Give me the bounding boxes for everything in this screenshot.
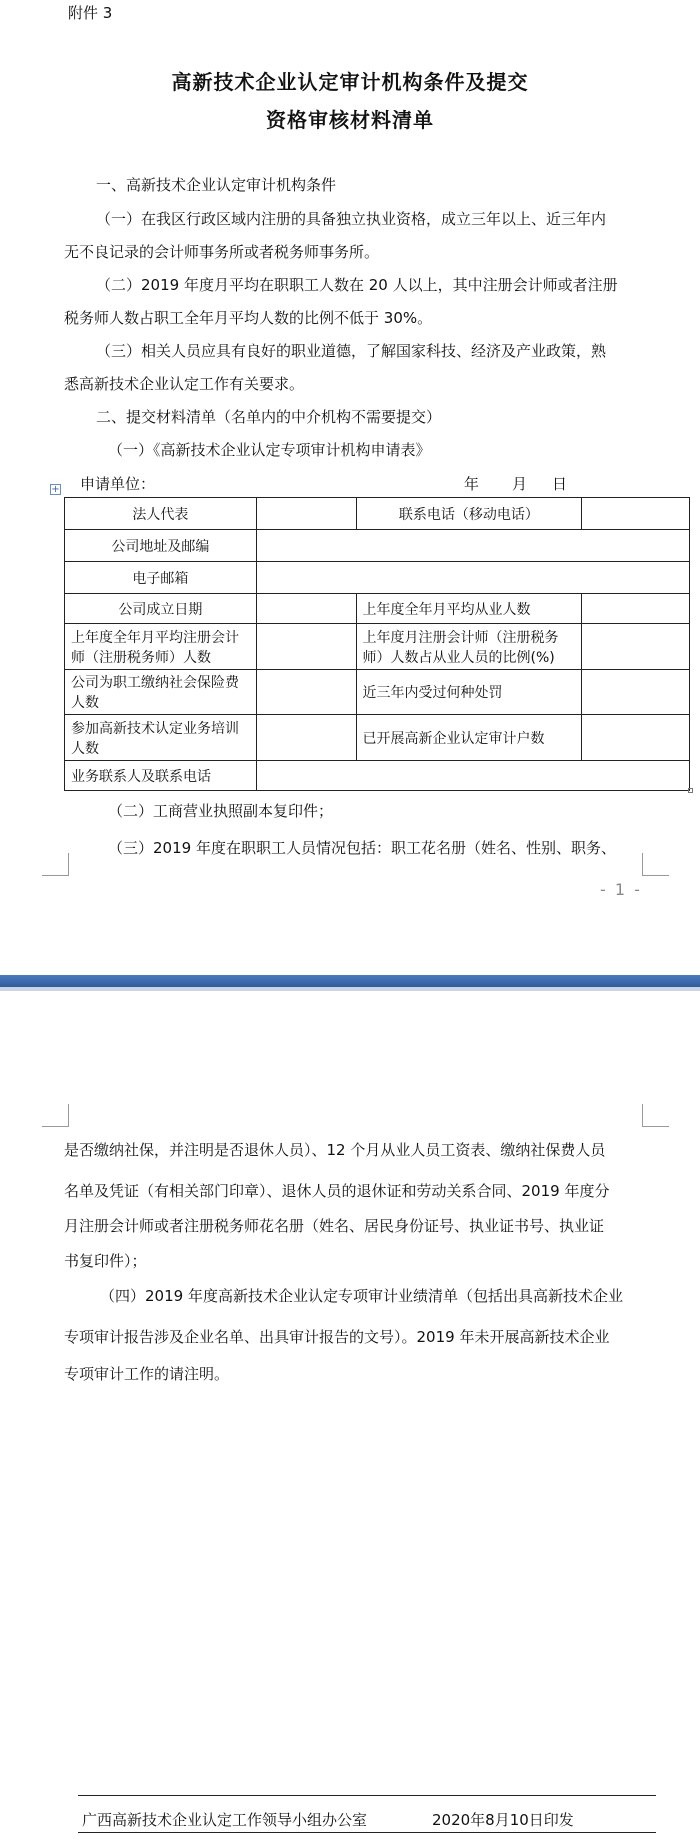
condition1-line2: 无不良记录的会计师事务所或者税务师事务所。 — [64, 243, 380, 261]
date-day: 日 — [552, 475, 568, 493]
page2-line1: 是否缴纳社保，并注明是否退休人员）、12 个月从业人员工资表、缴纳社保费人员 — [64, 1141, 606, 1159]
item4-line3: 专项审计工作的请注明。 — [64, 1365, 230, 1383]
page2-line4: 书复印件）； — [64, 1252, 147, 1270]
margin-mark-top-left — [42, 1104, 69, 1127]
penalties-value[interactable] — [582, 670, 690, 715]
social-insurance-value[interactable] — [256, 670, 356, 715]
attachment-label: 附件 3 — [68, 4, 113, 22]
avg-cpa-label: 上年度全年月平均注册会计师（注册税务师）人数 — [65, 624, 257, 670]
social-insurance-label: 公司为职工缴纳社会保险费人数 — [65, 670, 257, 715]
legal-rep-value[interactable] — [256, 498, 356, 530]
training-label: 参加高新技术认定业务培训人数 — [65, 715, 257, 761]
condition2-line1: （二）2019 年度月平均在职职工人数在 20 人以上，其中注册会计师或者注册 — [96, 276, 618, 294]
audits-label: 已开展高新企业认定审计户数 — [356, 715, 582, 761]
item4-line1: （四）2019 年度高新技术企业认定专项审计业绩清单（包括出具高新技术企业 — [100, 1287, 623, 1305]
section1-heading: 一、高新技术企业认定审计机构条件 — [96, 176, 337, 194]
avg-staff-value[interactable] — [582, 594, 690, 624]
item2-text: （二）工商营业执照副本复印件； — [108, 802, 334, 820]
address-label: 公司地址及邮编 — [65, 530, 257, 562]
training-value[interactable] — [256, 715, 356, 761]
margin-mark-bottom-left — [42, 853, 69, 876]
cpa-ratio-value[interactable] — [582, 624, 690, 670]
footer-bottom-rule — [78, 1832, 656, 1833]
footer-issue-date: 2020年8月10日印发 — [432, 1811, 574, 1829]
phone-label: 联系电话（移动电话） — [356, 498, 582, 530]
document-title-line2: 资格审核材料清单 — [266, 108, 434, 132]
founded-value[interactable] — [256, 594, 356, 624]
page-break-shadow — [0, 987, 700, 991]
document-title-line1: 高新技术企业认定审计机构条件及提交 — [171, 70, 529, 94]
page-break-separator — [0, 975, 700, 987]
application-form-table — [64, 497, 690, 791]
footer-organization: 广西高新技术企业认定工作领导小组办公室 — [82, 1811, 368, 1829]
contact-value[interactable] — [256, 761, 689, 791]
avg-cpa-value[interactable] — [256, 624, 356, 670]
footer-top-rule — [78, 1795, 656, 1796]
table-move-handle-icon[interactable]: + — [51, 484, 60, 495]
email-value[interactable] — [256, 562, 689, 594]
margin-mark-bottom-right — [642, 853, 669, 876]
phone-value[interactable] — [582, 498, 690, 530]
penalties-label: 近三年内受过何种处罚 — [356, 670, 582, 715]
applicant-label: 申请单位： — [80, 475, 156, 493]
email-label: 电子邮箱 — [65, 562, 257, 594]
condition2-line2: 税务师人数占职工全年月平均人数的比例不低于 30%。 — [64, 309, 433, 327]
audits-value[interactable] — [582, 715, 690, 761]
condition1-line1: （一）在我区行政区域内注册的具备独立执业资格，成立三年以上、近三年内 — [96, 210, 607, 228]
page2-line2: 名单及凭证（有相关部门印章）、退休人员的退休证和劳动关系合同、2019 年度分 — [64, 1182, 610, 1200]
date-month: 月 — [512, 475, 528, 493]
page2-line3: 月注册会计师或者注册税务师花名册（姓名、居民身份证号、执业证书号、执业证 — [64, 1217, 605, 1235]
item1-label: （一）《高新技术企业认定专项审计机构申请表》 — [108, 441, 431, 459]
address-value[interactable] — [256, 530, 689, 562]
date-year: 年 — [464, 475, 480, 493]
section2-heading: 二、提交材料清单（名单内的中介机构不需要提交） — [96, 408, 442, 426]
condition3-line2: 悉高新技术企业认定工作有关要求。 — [64, 375, 305, 393]
page-number: - 1 - — [600, 880, 642, 899]
table-resize-handle[interactable] — [688, 788, 693, 793]
item4-line2: 专项审计报告涉及企业名单、出具审计报告的文号）。2019 年未开展高新技术企业 — [64, 1328, 610, 1346]
founded-label: 公司成立日期 — [65, 594, 257, 624]
avg-staff-label: 上年度全年月平均从业人数 — [356, 594, 582, 624]
margin-mark-top-right — [642, 1104, 669, 1127]
contact-label: 业务联系人及联系电话 — [65, 761, 257, 791]
condition3-line1: （三）相关人员应具有良好的职业道德，了解国家科技、经济及产业政策，熟 — [96, 342, 607, 360]
item3-line1: （三）2019 年度在职职工人员情况包括：职工花名册（姓名、性别、职务、 — [108, 839, 616, 857]
cpa-ratio-label: 上年度月注册会计师（注册税务师）人数占从业人员的比例(%) — [356, 624, 582, 670]
legal-rep-label: 法人代表 — [65, 498, 257, 530]
